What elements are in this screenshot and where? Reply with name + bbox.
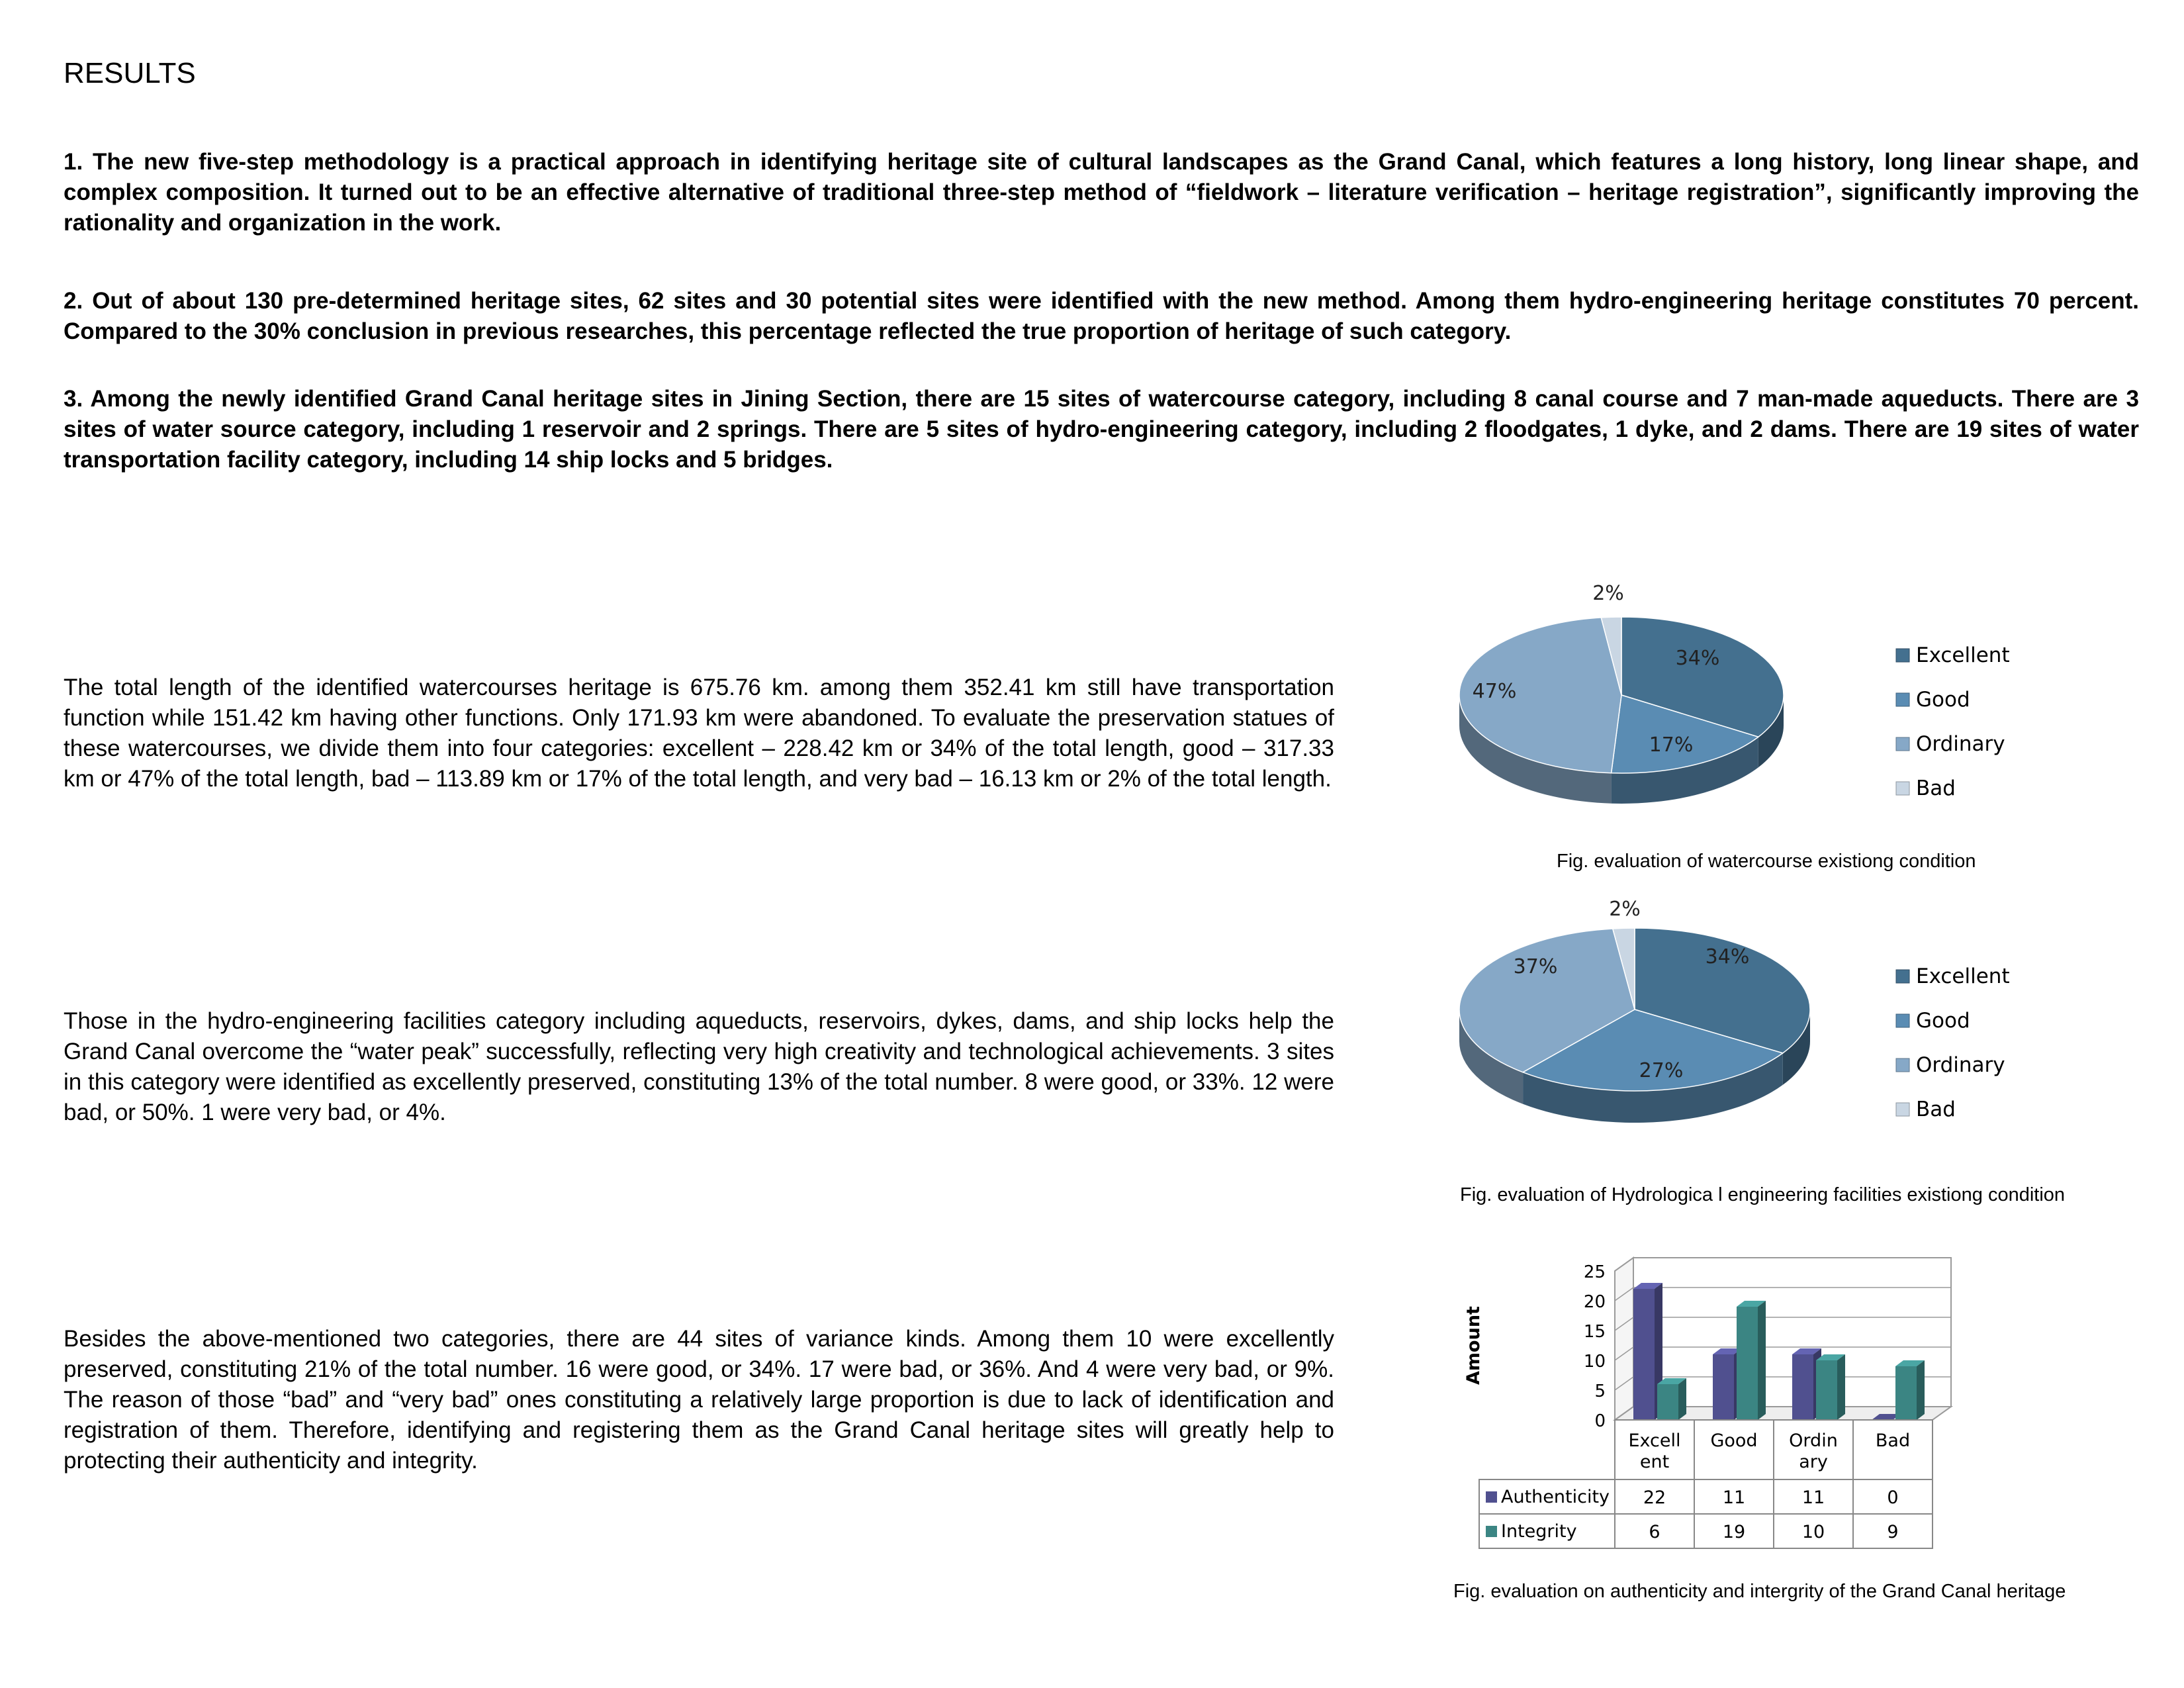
authenticity-integrity-figure-caption: Fig. evaluation on authenticity and intergrity of the Grand Canal heritage bbox=[1453, 1581, 2066, 1602]
bar-authenticity-ordinary bbox=[1792, 1354, 1813, 1420]
legend-label-good: Good bbox=[1916, 1009, 1970, 1033]
watercourse-paragraph: The total length of the identified watercourses heritage is 675.76 km. among them 352.41 km still have transportation function while 151.42 km having other functions. Only 171.93 km were abandoned. To evaluate the preservation statues of these watercourses, we divide them into four categories: excellent – 228.42 km or 34% of the total length, good – 317.33 km or 47% of the total length, bad – 113.89 km or 17% of the total length, and very bad – 16.13 km or 2% of the total length. bbox=[64, 675, 1334, 792]
watercourse-figure-caption: Fig. evaluation of watercourse existiong condition bbox=[1557, 851, 1976, 872]
legend-swatch-good bbox=[1896, 693, 1909, 706]
table-value: 10 bbox=[1801, 1522, 1825, 1542]
table-category-label: ary bbox=[1799, 1452, 1828, 1472]
watercourse-pie-chart bbox=[1443, 576, 2052, 821]
legend-swatch-bad bbox=[1896, 1103, 1909, 1116]
authenticity-integrity-bar-chart bbox=[1456, 1231, 1959, 1562]
bar-integrity-excellent bbox=[1657, 1384, 1678, 1420]
legend-swatch-integrity bbox=[1486, 1526, 1497, 1537]
table-category-label: Excell bbox=[1628, 1430, 1681, 1451]
legend-label-good: Good bbox=[1916, 688, 1970, 712]
legend-label-excellent: Excellent bbox=[1916, 643, 2010, 667]
bar-authenticity-good bbox=[1713, 1354, 1734, 1420]
table-value: 6 bbox=[1649, 1522, 1661, 1542]
hydro-engineering-pie-chart bbox=[1443, 890, 2052, 1142]
legend-swatch-excellent bbox=[1896, 970, 1909, 983]
table-category-label: Bad bbox=[1875, 1430, 1911, 1451]
pie-data-label: 2% bbox=[1609, 898, 1641, 921]
bar-side bbox=[1837, 1354, 1845, 1420]
bar-side bbox=[1758, 1301, 1766, 1420]
y-axis-label: Amount bbox=[1463, 1306, 1484, 1385]
legend-label-ordinary: Ordinary bbox=[1916, 732, 2005, 756]
legend-label-authenticity: Authenticity bbox=[1501, 1487, 1610, 1507]
y-tick-label: 25 bbox=[1583, 1262, 1606, 1282]
table-value: 9 bbox=[1887, 1522, 1899, 1542]
result-paragraph-2: 2. Out of about 130 pre-determined heritage sites, 62 sites and 30 potential sites were identified with the new method. Among them hydro-engineering heritage constitutes 70 percent. Compared to the 30% conclusion in previous researches, this percentage reflected the true proportion of heritage of such category. bbox=[64, 288, 2139, 344]
pie-data-label: 34% bbox=[1675, 647, 1720, 670]
pie-data-label: 37% bbox=[1513, 955, 1558, 978]
legend-swatch-authenticity bbox=[1486, 1491, 1497, 1503]
legend-label-integrity: Integrity bbox=[1501, 1521, 1577, 1542]
bar-side bbox=[1917, 1360, 1925, 1420]
legend-swatch-good bbox=[1896, 1014, 1909, 1027]
variance-paragraph: Besides the above-mentioned two categories, there are 44 sites of variance kinds. Among them 10 were excellently preserved, constituting 21% of the total number. 16 were good, or 34%. 17 were bad, or 36%. And 4 were very bad, or 9%. The reason of those “bad” and “very bad” ones constituting a relatively large proportion is due to lack of identification and registration of them. Therefore, identifying and registering them as the Grand Canal heritage sites will greatly help to protecting their authenticity and integrity. bbox=[64, 1326, 1334, 1474]
pie-data-label: 2% bbox=[1592, 582, 1624, 605]
table-value: 0 bbox=[1887, 1487, 1899, 1508]
pie-data-label: 34% bbox=[1705, 945, 1750, 968]
legend-label-excellent: Excellent bbox=[1916, 964, 2010, 988]
pie-data-label: 27% bbox=[1639, 1059, 1684, 1082]
legend-label-ordinary: Ordinary bbox=[1916, 1053, 2005, 1077]
bar-integrity-good bbox=[1737, 1307, 1758, 1420]
bar-authenticity-excellent bbox=[1633, 1289, 1655, 1420]
bar-integrity-ordinary bbox=[1816, 1360, 1837, 1420]
bar-integrity-bad bbox=[1895, 1366, 1917, 1420]
table-value: 11 bbox=[1722, 1487, 1746, 1508]
table-value: 11 bbox=[1801, 1487, 1825, 1508]
result-paragraph-1: 1. The new five-step methodology is a practical approach in identifying heritage site of cultural landscapes as the Grand Canal, which features a long history, long linear shape, and complex composition. It turned out to be an effective alternative of traditional three-step method of “fieldwork – literature verification – heritage registration”, significantly improving the rationality and organization in the work. bbox=[64, 149, 2139, 236]
legend-swatch-bad bbox=[1896, 782, 1909, 795]
legend-label-bad: Bad bbox=[1916, 776, 1956, 800]
table-category-label: ent bbox=[1639, 1452, 1670, 1472]
result-paragraph-3: 3. Among the newly identified Grand Canal heritage sites in Jining Section, there are 15 sites of watercourse category, including 8 canal course and 7 man-made aqueducts. There are 3 sites of water source category, including 1 reservoir and 2 springs. There are 5 sites of hydro-engineering category, including 2 floodgates, 1 dyke, and 2 dams. There are 19 sites of water transportation facility category, including 14 ship locks and 5 bridges. bbox=[64, 386, 2139, 473]
y-tick-label: 10 bbox=[1583, 1352, 1606, 1372]
legend-swatch-ordinary bbox=[1896, 1058, 1909, 1072]
legend-label-bad: Bad bbox=[1916, 1098, 1956, 1121]
pie-data-label: 17% bbox=[1649, 733, 1694, 757]
y-tick-label: 5 bbox=[1594, 1382, 1606, 1401]
bar-side bbox=[1678, 1378, 1686, 1420]
y-tick-label: 20 bbox=[1583, 1292, 1606, 1312]
legend-swatch-excellent bbox=[1896, 649, 1909, 662]
hydro-engineering-paragraph: Those in the hydro-engineering facilities category including aqueducts, reservoirs, dykes, dams, and ship locks help the Grand Canal overcome the “water peak” successfully, reflecting very high creativity and technological achievements. 3 sites in this category were identified as excellently preserved, constituting 13% of the total number. 8 were good, or 33%. 12 were bad, or 50%. 1 were very bad, or 4%. bbox=[64, 1008, 1334, 1125]
table-category-label: Ordin bbox=[1789, 1430, 1838, 1451]
y-tick-label: 15 bbox=[1583, 1322, 1606, 1342]
pie-data-label: 47% bbox=[1472, 680, 1517, 703]
hydro-engineering-figure-caption: Fig. evaluation of Hydrologica l engineering facilities existiong condition bbox=[1460, 1184, 2066, 1205]
chart-side-wall bbox=[1615, 1258, 1633, 1420]
table-category-label: Good bbox=[1710, 1430, 1758, 1451]
table-value: 19 bbox=[1722, 1522, 1746, 1542]
y-tick-label: 0 bbox=[1594, 1411, 1606, 1431]
table-value: 22 bbox=[1643, 1487, 1666, 1508]
legend-swatch-ordinary bbox=[1896, 737, 1909, 751]
section-heading: RESULTS bbox=[64, 57, 196, 89]
